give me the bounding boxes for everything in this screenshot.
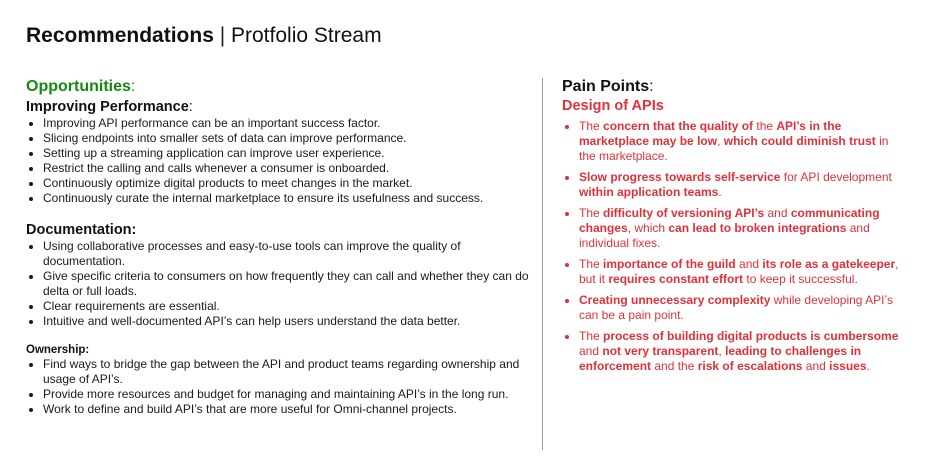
section-title-documentation: Documentation: xyxy=(26,222,137,238)
pain-point-item: • The concern that the quality of the API’s in the marketplace may be low, which could diminish trust in the marketplace. xyxy=(579,119,907,164)
list-item: • Intuitive and well-documented API’s can help users understand the data better. xyxy=(43,314,531,329)
page-title xyxy=(26,24,382,48)
pain-points-subheading: Design of APIs xyxy=(562,98,664,114)
list-item: • Work to define and build API’s that are more useful for Omni-channel projects. xyxy=(43,402,531,417)
list-item: • Clear requirements are essential. xyxy=(43,299,531,314)
opportunities-column xyxy=(26,78,531,417)
list-item: • Using collaborative processes and easy-to-use tools can improve the quality of documentation. xyxy=(43,239,531,269)
page-title-subtitle: Protfolio Stream xyxy=(231,24,382,47)
documentation-list xyxy=(26,239,531,329)
section-title-performance-text: Improving Performance xyxy=(26,99,189,115)
pain-points-list xyxy=(562,119,907,374)
pain-points-heading xyxy=(562,78,907,96)
title-separator: | xyxy=(213,24,231,47)
opportunities-heading-text: Opportunities xyxy=(26,78,131,95)
list-item: • Give specific criteria to consumers on how frequently they can call and whether they can do delta or full loads. xyxy=(43,269,531,299)
page-title-main: Recommendations xyxy=(26,24,214,47)
performance-list xyxy=(26,116,531,206)
opportunities-heading-colon: : xyxy=(130,78,136,95)
column-divider xyxy=(542,78,543,450)
pain-point-item: • Creating unnecessary complexity while developing API’s can be a pain point. xyxy=(579,293,907,323)
opportunities-heading xyxy=(26,78,531,96)
list-item: • Find ways to bridge the gap between the API and product teams regarding ownership and usage of API’s. xyxy=(43,357,531,387)
pain-point-item: • Slow progress towards self-service for API development within application teams. xyxy=(579,170,907,200)
pain-point-item: • The importance of the guild and its role as a gatekeeper, but it requires constant effort to keep it successful. xyxy=(579,257,907,287)
list-item: • Continuously optimize digital products to meet changes in the market. xyxy=(43,176,531,191)
ownership-list xyxy=(26,357,531,417)
section-title-performance xyxy=(26,99,531,115)
section-title-performance-colon: : xyxy=(188,99,193,115)
pain-points-column xyxy=(562,78,907,380)
list-item: • Restrict the calling and calls whenever a consumer is onboarded. xyxy=(43,161,531,176)
list-item: • Improving API performance can be an important success factor. xyxy=(43,116,531,131)
list-item: • Setting up a streaming application can improve user experience. xyxy=(43,146,531,161)
pain-point-item: • The difficulty of versioning API’s and communicating changes, which can lead to broken integrations and individual fixes. xyxy=(579,206,907,251)
list-item: • Continuously curate the internal marketplace to ensure its usefulness and success. xyxy=(43,191,531,206)
list-item: • Provide more resources and budget for managing and maintaining API’s in the long run. xyxy=(43,387,531,402)
pain-points-heading-colon: : xyxy=(649,78,654,95)
section-title-ownership: Ownership: xyxy=(26,344,90,356)
pain-points-heading-text: Pain Points xyxy=(562,78,650,95)
pain-point-item: • The process of building digital products is cumbersome and not very transparent, leading to challenges in enforcement and the risk of escalations and issues. xyxy=(579,329,907,374)
list-item: • Slicing endpoints into smaller sets of data can improve performance. xyxy=(43,131,531,146)
